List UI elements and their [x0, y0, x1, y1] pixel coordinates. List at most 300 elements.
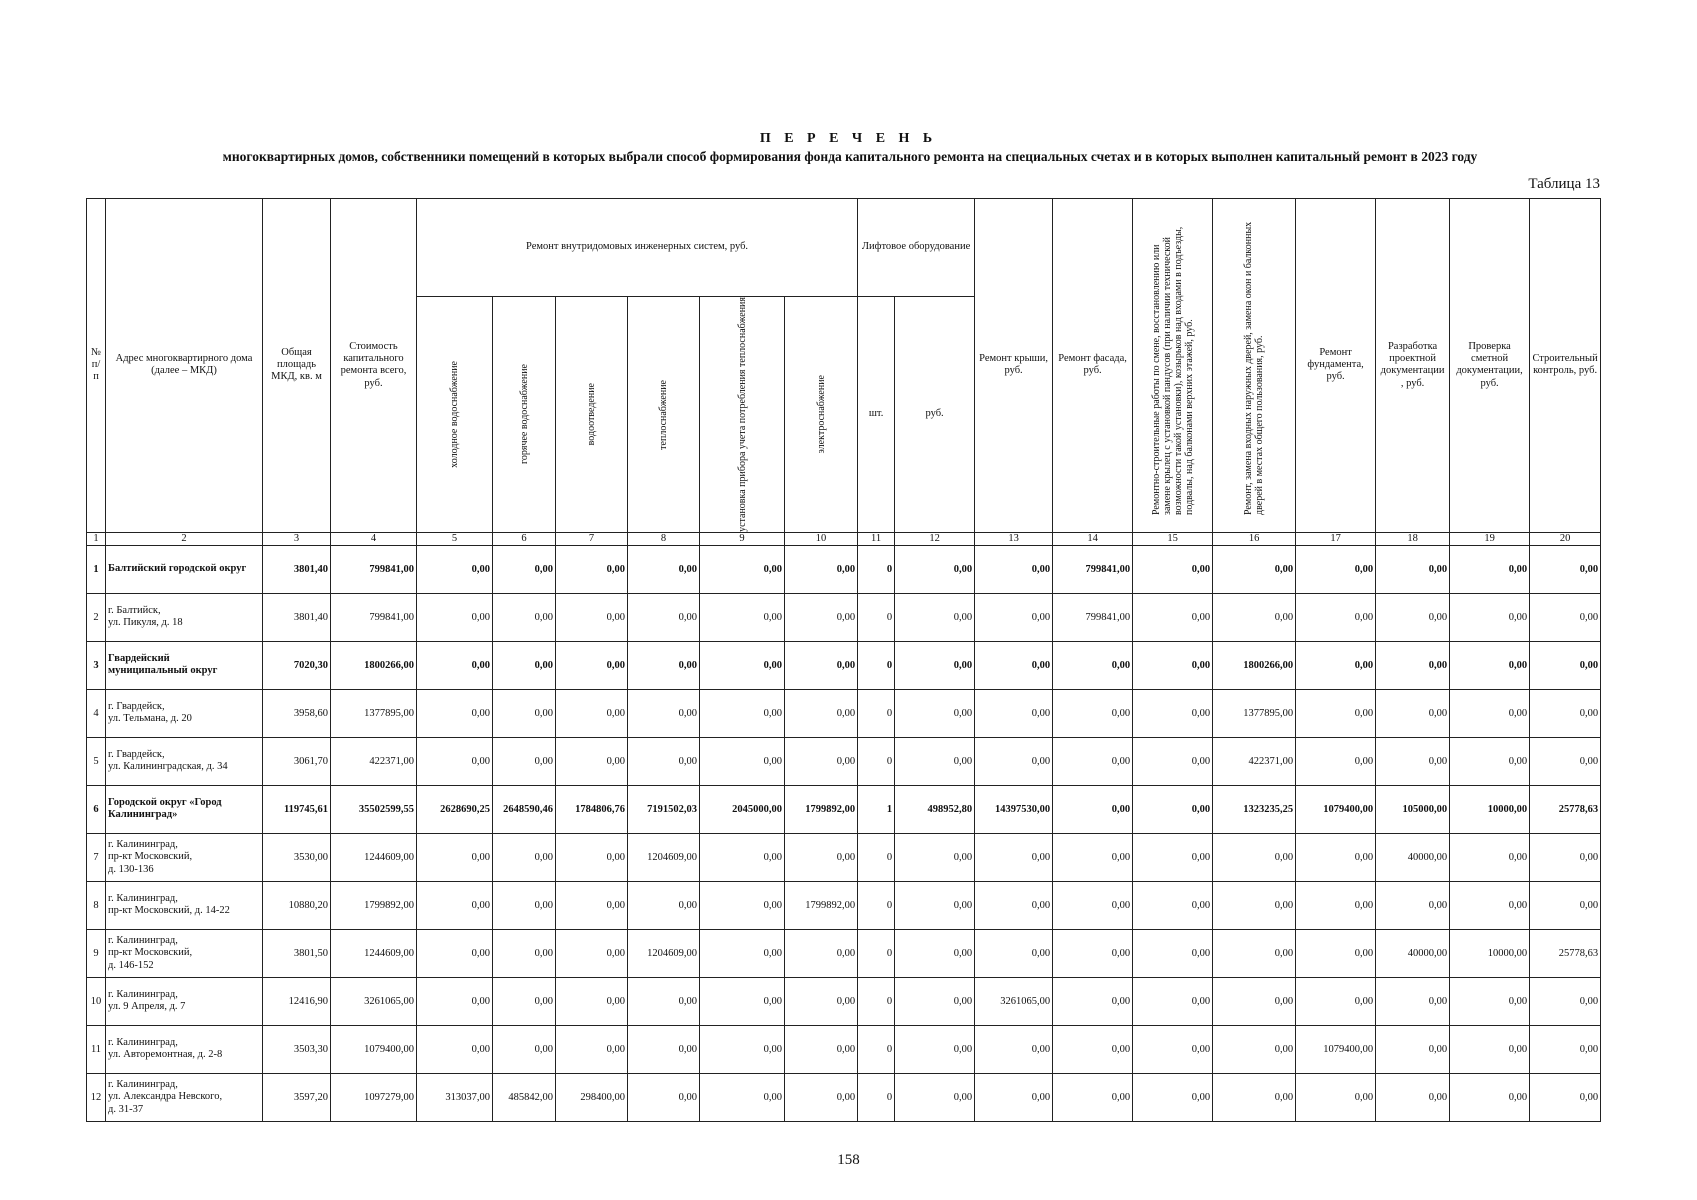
row-value: 3503,30	[263, 1025, 331, 1073]
column-number: 3	[263, 532, 331, 545]
row-address: г. Калининград, пр-кт Московский, д. 146-152	[106, 929, 263, 977]
row-value: 14397530,00	[975, 785, 1053, 833]
row-address: Гвардейский муниципальный округ	[106, 641, 263, 689]
table-row	[87, 1073, 1601, 1121]
row-value: 3261065,00	[331, 977, 417, 1025]
row-value: 799841,00	[1053, 545, 1133, 593]
column-number: 20	[1530, 532, 1601, 545]
header-cost: Стоимость капитального ремонта всего, руб.	[331, 199, 417, 533]
row-value: 0,00	[1376, 737, 1450, 785]
row-value: 7191502,03	[628, 785, 700, 833]
row-value: 422371,00	[331, 737, 417, 785]
row-value: 10880,20	[263, 881, 331, 929]
row-address: Балтийский городской округ	[106, 545, 263, 593]
row-value: 0,00	[1133, 545, 1213, 593]
table-row	[87, 977, 1601, 1025]
header-elevator-rub: руб.	[895, 297, 975, 533]
header-doors-text: Ремонт, замена входных наружных дверей, замена окон и балконных дверей в местах общего пользования, руб.	[1243, 222, 1266, 516]
row-value: 0,00	[556, 833, 628, 881]
row-value: 0,00	[1530, 593, 1601, 641]
row-value: 0,00	[1450, 833, 1530, 881]
row-value: 1079400,00	[1296, 785, 1376, 833]
row-index: 5	[87, 737, 106, 785]
row-value: 0,00	[493, 689, 556, 737]
row-value: 0,00	[1376, 1073, 1450, 1121]
row-value: 0,00	[895, 1073, 975, 1121]
row-value: 1244609,00	[331, 929, 417, 977]
row-value: 3061,70	[263, 737, 331, 785]
column-number: 4	[331, 532, 417, 545]
row-value: 0,00	[1450, 881, 1530, 929]
row-value: 799841,00	[1053, 593, 1133, 641]
row-value: 0,00	[1053, 689, 1133, 737]
header-hot-water	[493, 297, 556, 533]
row-value: 0,00	[1133, 737, 1213, 785]
row-value: 0,00	[895, 977, 975, 1025]
row-value: 0,00	[1133, 833, 1213, 881]
row-value: 0,00	[628, 1073, 700, 1121]
table-label: Таблица 13	[1528, 176, 1600, 192]
header-meter	[700, 297, 785, 533]
row-value: 0,00	[1450, 737, 1530, 785]
row-address: г. Калининград, ул. Александра Невского, д. 31-37	[106, 1073, 263, 1121]
row-value: 0,00	[417, 593, 493, 641]
header-drainage-text: водоотведение	[586, 383, 597, 446]
table-row	[87, 881, 1601, 929]
row-value: 0,00	[628, 977, 700, 1025]
row-value: 498952,80	[895, 785, 975, 833]
row-value: 40000,00	[1376, 833, 1450, 881]
row-value: 0,00	[895, 545, 975, 593]
row-value: 1799892,00	[785, 881, 858, 929]
column-number: 14	[1053, 532, 1133, 545]
row-index: 8	[87, 881, 106, 929]
row-value: 0,00	[1053, 881, 1133, 929]
header-roof: Ремонт крыши, руб.	[975, 199, 1053, 533]
row-value: 0,00	[1133, 1073, 1213, 1121]
row-value: 0,00	[1530, 545, 1601, 593]
header-electricity	[785, 297, 858, 533]
row-value: 422371,00	[1213, 737, 1296, 785]
row-value: 3261065,00	[975, 977, 1053, 1025]
row-value: 0	[858, 833, 895, 881]
header-num: № п/п	[87, 199, 106, 533]
row-value: 0	[858, 1025, 895, 1073]
row-value: 799841,00	[331, 545, 417, 593]
row-value: 0,00	[975, 1073, 1053, 1121]
row-value: 1323235,25	[1213, 785, 1296, 833]
row-value: 0,00	[1213, 593, 1296, 641]
column-number: 12	[895, 532, 975, 545]
row-value: 7020,30	[263, 641, 331, 689]
row-value: 0,00	[1296, 1073, 1376, 1121]
header-elevator-group: Лифтовое оборудование	[858, 199, 975, 297]
row-value: 0	[858, 545, 895, 593]
row-value: 0,00	[1530, 1073, 1601, 1121]
row-value: 0,00	[1213, 545, 1296, 593]
row-value: 0,00	[895, 689, 975, 737]
row-value: 0,00	[556, 881, 628, 929]
row-value: 1	[858, 785, 895, 833]
row-address: г. Гвардейск, ул. Тельмана, д. 20	[106, 689, 263, 737]
row-value: 0,00	[417, 641, 493, 689]
row-value: 12416,90	[263, 977, 331, 1025]
row-value: 0,00	[1450, 689, 1530, 737]
row-value: 0,00	[700, 881, 785, 929]
row-value: 0,00	[700, 1073, 785, 1121]
row-value: 0,00	[975, 545, 1053, 593]
row-value: 0,00	[1530, 737, 1601, 785]
row-address: г. Калининград, ул. Авторемонтная, д. 2-8	[106, 1025, 263, 1073]
column-number: 15	[1133, 532, 1213, 545]
row-value: 0,00	[1053, 929, 1133, 977]
row-value: 0,00	[1530, 641, 1601, 689]
row-value: 35502599,55	[331, 785, 417, 833]
row-value: 0,00	[628, 737, 700, 785]
row-index: 12	[87, 1073, 106, 1121]
row-value: 1097279,00	[331, 1073, 417, 1121]
header-estimate: Проверка сметной документации, руб.	[1450, 199, 1530, 533]
row-value: 0,00	[417, 1025, 493, 1073]
row-value: 0,00	[1053, 1025, 1133, 1073]
row-value: 0,00	[556, 641, 628, 689]
column-number: 19	[1450, 532, 1530, 545]
row-value: 298400,00	[556, 1073, 628, 1121]
row-value: 0,00	[1053, 833, 1133, 881]
row-index: 4	[87, 689, 106, 737]
header-elevator-pcs: шт.	[858, 297, 895, 533]
row-value: 1377895,00	[1213, 689, 1296, 737]
row-index: 10	[87, 977, 106, 1025]
table-row	[87, 737, 1601, 785]
header-doors	[1213, 199, 1296, 533]
header-hot-water-text: горячее водоснабжение	[518, 364, 530, 465]
row-value: 0,00	[1450, 545, 1530, 593]
row-value: 1079400,00	[331, 1025, 417, 1073]
document-title: П Е Р Е Ч Е Н Ь	[759, 131, 938, 146]
header-facade: Ремонт фасада, руб.	[1053, 199, 1133, 533]
row-value: 0,00	[628, 641, 700, 689]
row-value: 25778,63	[1530, 929, 1601, 977]
header-meter-text: установка прибора учета потребления теплоснабжения	[736, 297, 748, 532]
column-number: 1	[87, 532, 106, 545]
row-value: 119745,61	[263, 785, 331, 833]
row-value: 0,00	[700, 929, 785, 977]
row-value: 0,00	[1296, 593, 1376, 641]
row-value: 0,00	[895, 737, 975, 785]
row-index: 11	[87, 1025, 106, 1073]
row-value: 0	[858, 929, 895, 977]
row-value: 3801,40	[263, 545, 331, 593]
row-value: 0,00	[785, 833, 858, 881]
row-value: 40000,00	[1376, 929, 1450, 977]
row-value: 0,00	[1376, 881, 1450, 929]
row-value: 0,00	[785, 689, 858, 737]
row-value: 0,00	[493, 929, 556, 977]
table-row	[87, 545, 1601, 593]
row-value: 0,00	[1296, 977, 1376, 1025]
row-index: 6	[87, 785, 106, 833]
repair-table	[86, 198, 1601, 1122]
row-value: 0,00	[1530, 881, 1601, 929]
table-row	[87, 641, 1601, 689]
row-value: 0,00	[975, 593, 1053, 641]
row-value: 0,00	[785, 977, 858, 1025]
row-value: 0,00	[1376, 977, 1450, 1025]
row-value: 0,00	[1133, 785, 1213, 833]
row-value: 0,00	[1053, 1073, 1133, 1121]
row-value: 0	[858, 737, 895, 785]
row-value: 0,00	[556, 929, 628, 977]
row-address: г. Калининград, ул. 9 Апреля, д. 7	[106, 977, 263, 1025]
column-number: 18	[1376, 532, 1450, 545]
row-value: 0,00	[1296, 689, 1376, 737]
row-value: 0,00	[895, 881, 975, 929]
row-value: 0,00	[785, 1025, 858, 1073]
row-index: 9	[87, 929, 106, 977]
row-value: 0	[858, 881, 895, 929]
row-value: 0,00	[1376, 545, 1450, 593]
column-number: 7	[556, 532, 628, 545]
row-value: 0,00	[785, 737, 858, 785]
header-electricity-text: электроснабжение	[815, 375, 827, 454]
row-value: 0,00	[556, 593, 628, 641]
row-value: 0,00	[700, 833, 785, 881]
row-value: 0,00	[700, 593, 785, 641]
column-number: 17	[1296, 532, 1376, 545]
row-value: 0,00	[628, 689, 700, 737]
row-value: 0,00	[493, 833, 556, 881]
row-value: 0,00	[1450, 593, 1530, 641]
row-value: 1799892,00	[785, 785, 858, 833]
row-value: 0,00	[417, 977, 493, 1025]
row-value: 0,00	[556, 977, 628, 1025]
row-value: 0,00	[1213, 881, 1296, 929]
row-value: 1800266,00	[331, 641, 417, 689]
row-value: 0,00	[785, 545, 858, 593]
row-value: 0,00	[1213, 833, 1296, 881]
row-address: Городской округ «Город Калининград»	[106, 785, 263, 833]
row-value: 0,00	[1296, 881, 1376, 929]
row-value: 0,00	[975, 641, 1053, 689]
row-value: 0,00	[628, 593, 700, 641]
header-heating	[628, 297, 700, 533]
column-number: 8	[628, 532, 700, 545]
row-value: 0,00	[895, 641, 975, 689]
row-value: 0,00	[975, 737, 1053, 785]
row-value: 0,00	[700, 641, 785, 689]
header-design: Разработка проектной документации , руб.	[1376, 199, 1450, 533]
row-value: 0,00	[628, 1025, 700, 1073]
row-value: 0,00	[895, 1025, 975, 1073]
row-index: 3	[87, 641, 106, 689]
header-construction	[1133, 199, 1213, 533]
row-value: 0,00	[1376, 689, 1450, 737]
row-value: 0,00	[493, 545, 556, 593]
row-value: 1377895,00	[331, 689, 417, 737]
column-number: 13	[975, 532, 1053, 545]
row-value: 0,00	[1133, 977, 1213, 1025]
row-value: 0,00	[417, 833, 493, 881]
column-number-row	[87, 532, 1601, 545]
header-address: Адрес многоквартирного дома (далее – МКД)	[106, 199, 263, 533]
row-value: 3958,60	[263, 689, 331, 737]
row-value: 0,00	[1213, 977, 1296, 1025]
row-value: 0,00	[1296, 641, 1376, 689]
row-value: 0,00	[975, 881, 1053, 929]
row-value: 0,00	[556, 545, 628, 593]
row-value: 0,00	[493, 737, 556, 785]
row-value: 0,00	[417, 545, 493, 593]
row-value: 0	[858, 689, 895, 737]
row-value: 105000,00	[1376, 785, 1450, 833]
row-value: 0	[858, 641, 895, 689]
row-value: 0,00	[1133, 929, 1213, 977]
row-value: 0,00	[975, 929, 1053, 977]
row-value: 0,00	[628, 545, 700, 593]
header-area: Общая площадь МКД, кв. м	[263, 199, 331, 533]
row-value: 0,00	[1133, 641, 1213, 689]
row-value: 0,00	[975, 833, 1053, 881]
row-value: 0,00	[1450, 1025, 1530, 1073]
row-value: 0,00	[785, 641, 858, 689]
header-construction-text: Ремонтно-строительные работы по смене, восстановлению или замене крылец с установкой пандусов (при наличии технической возможности такой установки), козырьков над входами в подъезды, подвалы, над балконами верхних этажей, руб.	[1150, 227, 1195, 516]
row-value: 0,00	[1530, 1025, 1601, 1073]
header-cold-water	[417, 297, 493, 533]
row-value: 0,00	[1376, 641, 1450, 689]
row-value: 0,00	[895, 833, 975, 881]
row-index: 1	[87, 545, 106, 593]
row-value: 0,00	[493, 881, 556, 929]
column-number: 11	[858, 532, 895, 545]
row-value: 0,00	[417, 737, 493, 785]
row-value: 1784806,76	[556, 785, 628, 833]
row-value: 0,00	[1376, 593, 1450, 641]
row-value: 0,00	[700, 737, 785, 785]
row-value: 0,00	[493, 641, 556, 689]
row-index: 7	[87, 833, 106, 881]
row-value: 0,00	[628, 881, 700, 929]
row-value: 3597,20	[263, 1073, 331, 1121]
row-value: 1204609,00	[628, 833, 700, 881]
row-value: 0,00	[1213, 929, 1296, 977]
row-value: 0,00	[493, 593, 556, 641]
header-engineering-group: Ремонт внутридомовых инженерных систем, руб.	[417, 199, 858, 297]
row-value: 0,00	[1053, 737, 1133, 785]
row-value: 3530,00	[263, 833, 331, 881]
row-value: 0,00	[895, 593, 975, 641]
row-value: 0,00	[1053, 977, 1133, 1025]
row-value: 1800266,00	[1213, 641, 1296, 689]
header-drainage	[556, 297, 628, 533]
row-value: 0,00	[1376, 1025, 1450, 1073]
row-value: 0,00	[1296, 833, 1376, 881]
column-number: 6	[493, 532, 556, 545]
row-value: 0,00	[1530, 833, 1601, 881]
row-value: 0,00	[556, 737, 628, 785]
header-supervision: Строительный контроль, руб.	[1530, 199, 1601, 533]
row-value: 0,00	[493, 1025, 556, 1073]
row-address: г. Калининград, пр-кт Московский, д. 14-22	[106, 881, 263, 929]
row-value: 0,00	[1530, 977, 1601, 1025]
row-value: 485842,00	[493, 1073, 556, 1121]
row-value: 0,00	[1053, 641, 1133, 689]
row-address: г. Балтийск, ул. Пикуля, д. 18	[106, 593, 263, 641]
row-value: 10000,00	[1450, 929, 1530, 977]
row-index: 2	[87, 593, 106, 641]
row-value: 0,00	[417, 929, 493, 977]
row-value: 0,00	[1530, 689, 1601, 737]
row-value: 799841,00	[331, 593, 417, 641]
row-value: 0,00	[895, 929, 975, 977]
column-number: 2	[106, 532, 263, 545]
row-value: 0,00	[556, 1025, 628, 1073]
row-value: 0,00	[417, 689, 493, 737]
row-value: 0,00	[700, 545, 785, 593]
row-value: 0,00	[785, 593, 858, 641]
header-heating-text: теплоснабжение	[658, 379, 669, 450]
header-cold-water-text: холодное водоснабжение	[449, 361, 460, 468]
row-value: 1079400,00	[1296, 1025, 1376, 1073]
table-row	[87, 785, 1601, 833]
row-value: 0,00	[1133, 689, 1213, 737]
row-value: 0,00	[1213, 1073, 1296, 1121]
row-value: 0,00	[975, 689, 1053, 737]
table-row	[87, 833, 1601, 881]
row-value: 0	[858, 1073, 895, 1121]
row-value: 0	[858, 593, 895, 641]
row-value: 0,00	[1450, 977, 1530, 1025]
row-value: 2628690,25	[417, 785, 493, 833]
row-value: 1244609,00	[331, 833, 417, 881]
row-value: 0,00	[1133, 1025, 1213, 1073]
row-value: 0,00	[417, 881, 493, 929]
row-value: 0,00	[1133, 593, 1213, 641]
row-value: 25778,63	[1530, 785, 1601, 833]
row-value: 0,00	[785, 929, 858, 977]
row-value: 0,00	[700, 1025, 785, 1073]
page-number: 158	[837, 1152, 860, 1168]
row-value: 2648590,46	[493, 785, 556, 833]
row-value: 0,00	[700, 977, 785, 1025]
row-value: 0,00	[1213, 1025, 1296, 1073]
column-number: 10	[785, 532, 858, 545]
row-value: 0,00	[1053, 785, 1133, 833]
row-address: г. Гвардейск, ул. Калининградская, д. 34	[106, 737, 263, 785]
row-value: 0,00	[556, 689, 628, 737]
row-value: 0,00	[785, 1073, 858, 1121]
row-value: 0,00	[493, 977, 556, 1025]
row-value: 10000,00	[1450, 785, 1530, 833]
row-value: 0	[858, 977, 895, 1025]
row-value: 0,00	[1296, 737, 1376, 785]
row-value: 313037,00	[417, 1073, 493, 1121]
row-value: 0,00	[700, 689, 785, 737]
row-value: 0,00	[1133, 881, 1213, 929]
row-value: 3801,40	[263, 593, 331, 641]
row-value: 0,00	[1450, 641, 1530, 689]
row-value: 2045000,00	[700, 785, 785, 833]
row-value: 1799892,00	[331, 881, 417, 929]
document-subtitle: многоквартирных домов, собственники помещений в которых выбрали способ формирования фонда капитального ремонта на специальных счетах и в которых выполнен капитальный ремонт в 2023 году	[222, 149, 1478, 164]
header-foundation: Ремонт фундамента, руб.	[1296, 199, 1376, 533]
row-value: 1204609,00	[628, 929, 700, 977]
row-address: г. Калининград, пр-кт Московский, д. 130-136	[106, 833, 263, 881]
table-row	[87, 593, 1601, 641]
row-value: 0,00	[1296, 545, 1376, 593]
column-number: 16	[1213, 532, 1296, 545]
table-row	[87, 689, 1601, 737]
